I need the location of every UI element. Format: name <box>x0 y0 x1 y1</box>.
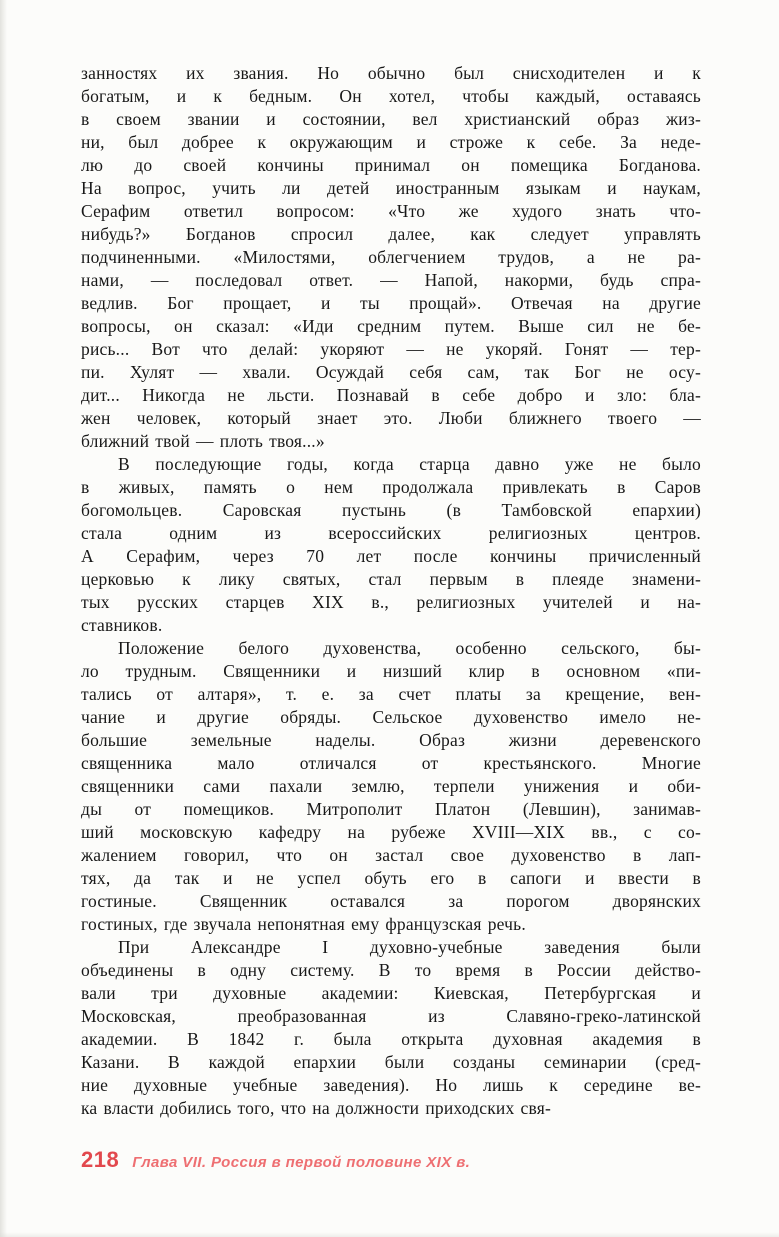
text-line: Положение белого духовенства, особенно сельского, бы- <box>118 638 701 658</box>
text-line: ший московскую кафедру на рубеже XVIII—XIX вв., с со- <box>81 822 701 842</box>
text-line: Казани. В каждой епархии были созданы семинарии (сред- <box>81 1052 701 1072</box>
text-line: большие земельные наделы. Образ жизни деревенского <box>81 730 701 750</box>
text-line: лю до своей кончины принимал он помещика Богданова. <box>81 155 701 175</box>
page-number: 218 <box>81 1147 120 1172</box>
text-line: В последующие годы, когда старца давно уже не было <box>118 454 701 474</box>
text-line: тях, да так и не успел обуть его в сапоги и ввести в <box>81 868 701 888</box>
text-line: Московская, преобразованная из Славяно-греко-латинской <box>81 1006 701 1026</box>
text-line: жен человек, который знает это. Люби ближнего твоего — <box>81 408 701 428</box>
text-line: в своем звании и состоянии, вел христианский образ жиз- <box>81 109 701 129</box>
text-line: ставников. <box>81 615 163 635</box>
text-line: ведлив. Бог прощает, и ты прощай». Отвечая на другие <box>81 293 701 313</box>
text-line: вопросы, он сказал: «Иди средним путем. Выше сил не бе- <box>81 316 701 336</box>
paragraph <box>81 62 701 453</box>
text-line: академии. В 1842 г. была открыта духовная академия в <box>81 1029 701 1049</box>
text-line: ло трудным. Священники и низший клир в основном «пи- <box>81 661 701 681</box>
text-line: чание и другие обряды. Сельское духовенство имело не- <box>81 707 701 727</box>
text-line: гостиные. Священник оставался за порогом дворянских <box>81 891 701 911</box>
text-line: жалением говорил, что он застал свое духовенство в лап- <box>81 845 701 865</box>
scan-edge-bottom <box>0 1232 779 1237</box>
text-line: А Серафим, через 70 лет после кончины причисленный <box>81 546 701 566</box>
text-line: При Александре I духовно-учебные заведения были <box>118 937 701 957</box>
text-line: дит... Никогда не льсти. Познавай в себе добро и зло: бла- <box>81 385 701 405</box>
text-line: нами, — последовал ответ. — Напой, накорми, будь спра- <box>81 270 701 290</box>
text-line: ни, был добрее к окружающим и строже к себе. За неде- <box>81 132 701 152</box>
page-footer <box>81 1147 470 1173</box>
text-line: стала одним из всероссийских религиозных центров. <box>81 523 701 543</box>
paragraph <box>81 637 701 936</box>
text-block <box>81 62 701 1120</box>
text-line: На вопрос, учить ли детей иностранным языкам и наукам, <box>81 178 701 198</box>
text-line: священника мало отличался от крестьянского. Многие <box>81 753 701 773</box>
text-line: тались от алтаря», т. е. за счет платы за крещение, вен- <box>81 684 701 704</box>
paragraph <box>81 453 701 637</box>
text-line: нибудь?» Богданов спросил далее, как следует управлять <box>81 224 701 244</box>
text-line: в живых, память о нем продолжала привлекать в Саров <box>81 477 701 497</box>
text-line: ды от помещиков. Митрополит Платон (Левшин), занимав- <box>81 799 701 819</box>
text-line: богомольцев. Саровская пустынь (в Тамбовской епархии) <box>81 500 701 520</box>
text-line: занностях их звания. Но обычно был снисходителен и к <box>81 63 701 83</box>
text-line: священники сами пахали землю, терпели унижения и оби- <box>81 776 701 796</box>
text-line: гостиных, где звучала непонятная ему французская речь. <box>81 914 526 934</box>
text-line: объединены в одну систему. В то время в России действо- <box>81 960 701 980</box>
text-line: ка власти добились того, что на должности приходских свя- <box>81 1098 551 1118</box>
text-line: богатым, и к бедным. Он хотел, чтобы каждый, оставаясь <box>81 86 701 106</box>
text-line: тых русских старцев XIX в., религиозных учителей и на- <box>81 592 701 612</box>
text-line: ние духовные учебные заведения). Но лишь к середине ве- <box>81 1075 701 1095</box>
text-line: церковью к лику святых, стал первым в плеяде знамени- <box>81 569 701 589</box>
text-line: рись... Вот что делай: укоряют — не укоряй. Гонят — тер- <box>81 339 701 359</box>
text-line: вали три духовные академии: Киевская, Петербургская и <box>81 983 701 1003</box>
scan-edge-left <box>0 0 7 1237</box>
paragraph <box>81 936 701 1120</box>
text-line: подчиненными. «Милостями, облегчением трудов, а не ра- <box>81 247 701 267</box>
text-line: ближний твой — плоть твоя...» <box>81 431 325 451</box>
chapter-title: Глава VII. Россия в первой половине XIX в. <box>132 1154 471 1171</box>
text-line: Серафим ответил вопросом: «Что же худого знать что- <box>81 201 701 221</box>
text-line: пи. Хулят — хвали. Осуждай себя сам, так Бог не осу- <box>81 362 701 382</box>
